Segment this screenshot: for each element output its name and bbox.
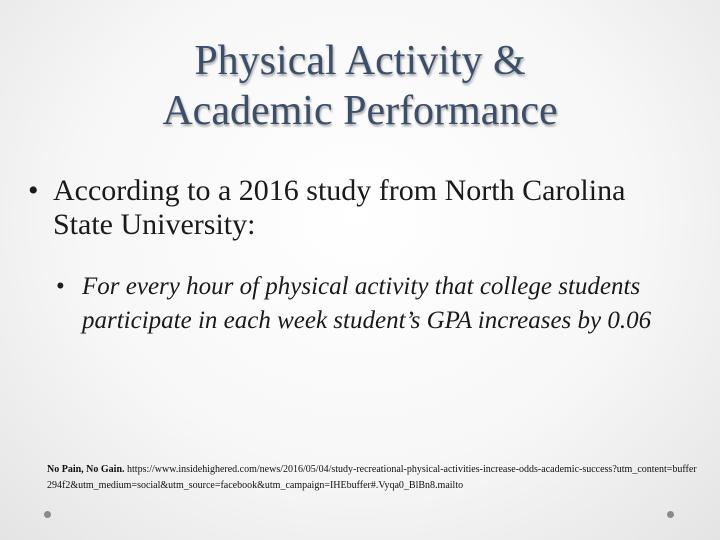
citation-url[interactable]: https://www.insidehighered.com/news/2016/05/04/study-recreational-physical-activities-increase-odds-academic-success?utm_content=buffer294f2&utm_medium=social&utm_source=facebook&utm_campaign=IHEbuffer#.Vyqa0_BlBn8.mailto bbox=[47, 464, 697, 491]
sub-bullet-text: For every hour of physical activity that college students participate in each week student’s GPA increases by 0.06 bbox=[82, 273, 652, 334]
decorative-dot-icon bbox=[667, 511, 674, 518]
main-bullet bbox=[28, 174, 688, 242]
slide-title bbox=[0, 36, 720, 136]
citation bbox=[47, 462, 699, 494]
sub-bullet bbox=[56, 270, 696, 338]
decorative-dot-icon bbox=[44, 511, 51, 518]
bullet-icon: • bbox=[56, 273, 65, 300]
slide-title-line-2: Academic Performance bbox=[162, 88, 558, 134]
bullet-icon: • bbox=[28, 174, 39, 207]
slide-title-line-1: Physical Activity & bbox=[194, 38, 526, 84]
citation-title: No Pain, No Gain. bbox=[47, 464, 125, 475]
main-bullet-text: According to a 2016 study from North Carolina State University: bbox=[53, 174, 626, 241]
